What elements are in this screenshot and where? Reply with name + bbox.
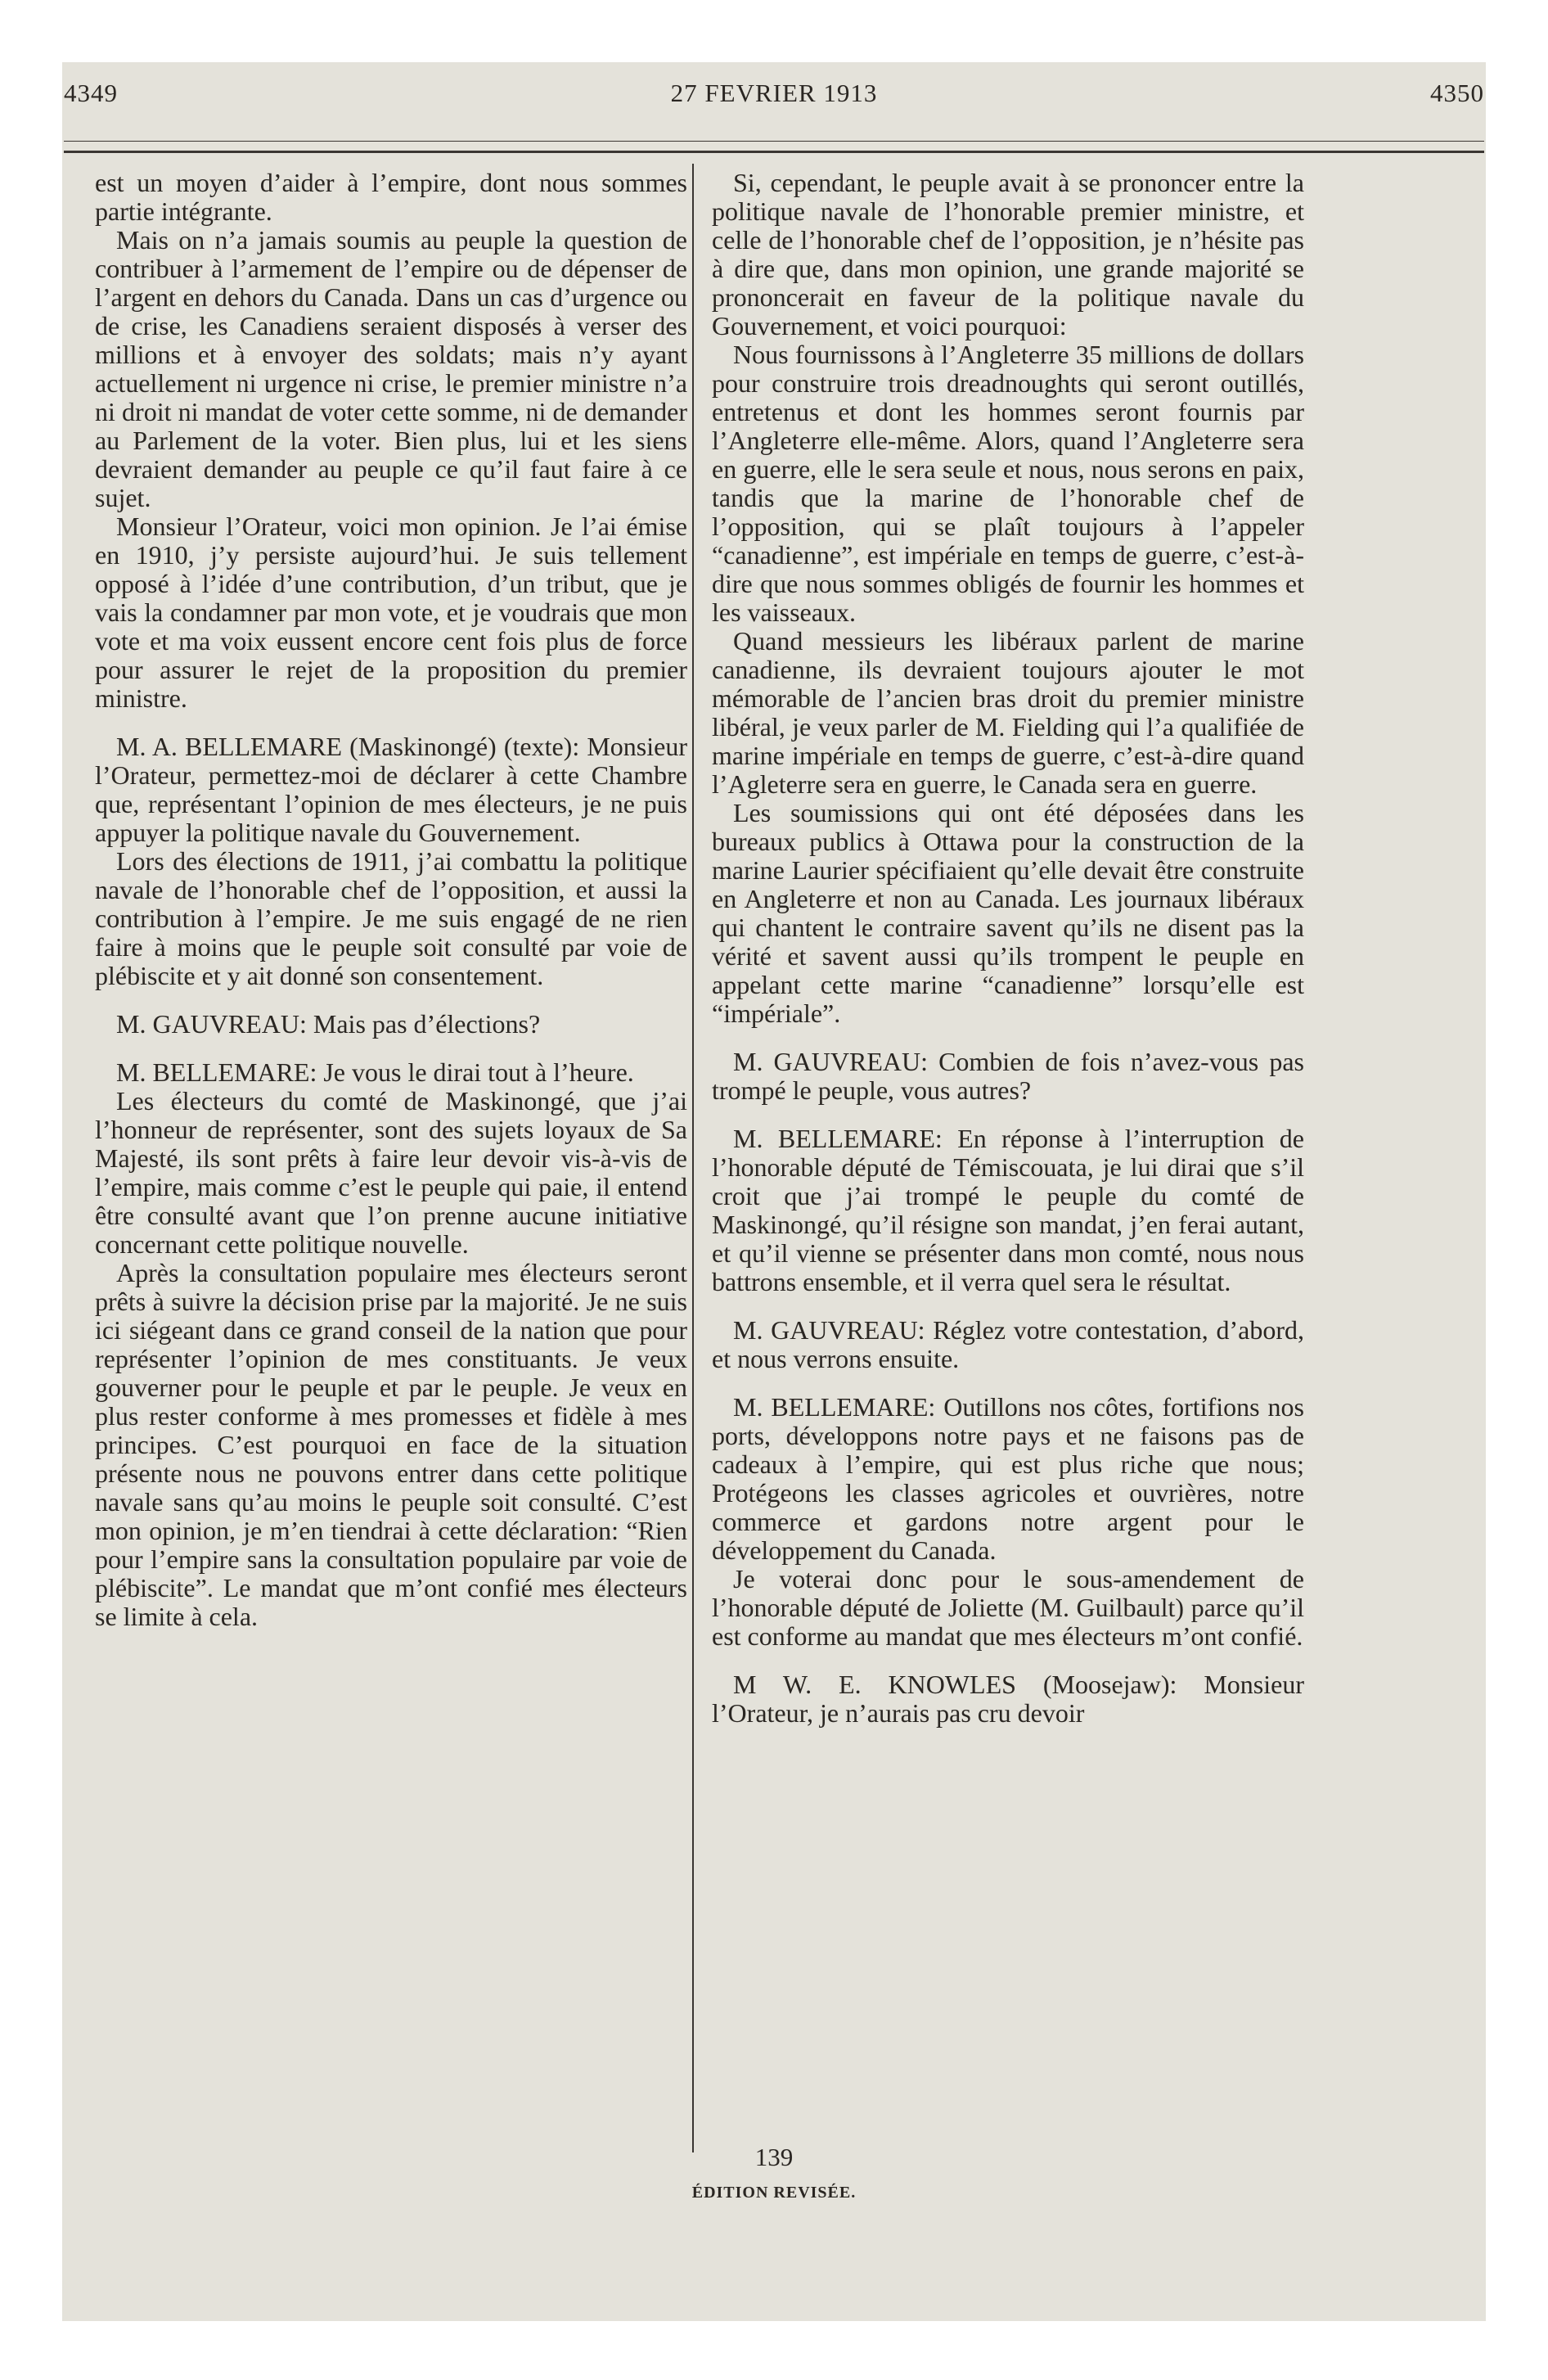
speaker-paragraph: M. GAUVREAU: Combien de fois n’avez-vous pas trompé le peuple, vous autres? — [712, 1047, 1304, 1105]
speaker-paragraph: M. BELLEMARE: Outillons nos côtes, fortifions nos ports, développons notre pays et ne faisons pas de cadeaux à l’empire, qui est plus riche que nous; Protégeons les classes agricoles et ouvrières, notre commerce et gardons notre argent pour le développement du Canada. — [712, 1392, 1304, 1565]
speaker-paragraph: M. GAUVREAU: Mais pas d’élections? — [116, 1009, 541, 1039]
speaker-paragraph: M. GAUVREAU: Réglez votre contestation, d’abord, et nous verrons ensuite. — [712, 1315, 1304, 1373]
paragraph: Si, cependant, le peuple avait à se prononcer entre la politique navale de l’honorable premier ministre, et celle de l’honorable chef de l’opposition, je n’hésite pas à dire que, dans mon opinion, une grande majorité se prononcerait en faveur de la politique navale du Gouvernement, et voici pourquoi: — [712, 168, 1304, 340]
paragraph: Lors des élections de 1911, j’ai combattu la politique navale de l’honorable chef de l’opposition, et aussi la contribution à l’empire. Je me suis engagé de ne rien faire à moins que le peuple soit consulté par voie de plébiscite et y ait donné son consentement. — [95, 846, 687, 990]
paragraph: Quand messieurs les libéraux parlent de marine canadienne, ils devraient toujours ajouter le mot mémorable de l’ancien bras droit du premier ministre libéral, je veux parler de M. Fielding qui l’a qualifiée de marine impériale en temps de guerre, c’est-à-dire quand l’Agleterre sera en guerre, le Canada sera en guerre. — [712, 626, 1304, 799]
paragraph: est un moyen d’aider à l’empire, dont nous sommes partie intégrante. — [95, 168, 687, 226]
paragraph: Les électeurs du comté de Maskinongé, que j’ai l’honneur de représenter, sont des sujets loyaux de Sa Majesté, ils sont prêts à faire leur devoir vis-à-vis de l’empire, mais comme c’est le peuple qui paie, il entend être consulté avant que l’on prenne aucune initiative concernant cette politique nouvelle. — [95, 1086, 687, 1259]
speaker-paragraph: M. BELLEMARE: Je vous le dirai tout à l’heure. — [116, 1057, 634, 1087]
footer-edition: ÉDITION REVISÉE. — [691, 2184, 857, 2202]
paragraph: Monsieur l’Orateur, voici mon opinion. Je l’ai émise en 1910, j’y persiste aujourd’hui. Je suis tellement opposé à l’idée d’une contribution, d’un tribut, que je vais la condamner par mon vote, et je voudrais que mon vote et ma voix eussent encore cent fois plus de force pour assurer le rejet de la proposition du premier ministre. — [95, 512, 687, 713]
paragraph: Je voterai donc pour le sous-amendement de l’honorable député de Joliette (M. Guilbault) parce qu’il est conforme au mandat que mes électeurs m’ont confié. — [712, 1564, 1304, 1651]
speaker-paragraph: M. BELLEMARE: En réponse à l’interruption de l’honorable député de Témiscouata, je lui dirai que s’il croit que j’ai trompé le peuple du comté de Maskinongé, qu’il résigne son mandat, j’en ferai autant, et qu’il vienne se présenter dans mon comté, nous nous battrons ensemble, et il verra quel sera le résultat. — [712, 1124, 1304, 1296]
right-column — [712, 169, 1304, 1728]
page-header — [64, 79, 1484, 119]
header-rule-thick — [64, 151, 1484, 153]
left-column — [95, 169, 687, 1631]
page-number-left: 4349 — [64, 79, 118, 107]
paragraph: Mais on n’a jamais soumis au peuple la question de contribuer à l’armement de l’empire ou de dépenser de l’argent en dehors du Canada. Dans un cas d’urgence ou de crise, les Canadiens seraient disposés à verser des millions et à envoyer des soldats; mais n’y ayant actuellement ni urgence ni crise, le premier ministre n’a ni droit ni mandat de voter cette somme, ni de demander au Parlement de la voter. Bien plus, lui et les siens devraient demander au peuple ce qu’il faut faire à ce sujet. — [95, 225, 687, 512]
footer-page-number: 139 — [754, 2143, 794, 2171]
page-number-right: 4350 — [1430, 79, 1484, 107]
paragraph: Nous fournissons à l’Angleterre 35 millions de dollars pour construire trois dreadnoughts qui seront outillés, entretenus et dont les hommes seront fournis par l’Angleterre elle-même. Alors, quand l’Angleterre sera en guerre, elle le sera seule et nous, nous serons en paix, tandis que la marine de l’honorable chef de l’opposition, qui se plaît toujours à l’appeler “canadienne”, est impériale en temps de guerre, c’est-à-dire que nous sommes obligés de fournir les hommes et les vaisseaux. — [712, 340, 1304, 627]
paragraph: Les soumissions qui ont été déposées dans les bureaux publics à Ottawa pour la construction de la marine Laurier spécifiaient qu’elle devait être construite en Angleterre et non au Canada. Les journaux libéraux qui chantent le contraire savent qu’ils ne disent pas la vérité et savent aussi qu’ils trompent le peuple en appelant cette marine “canadienne” lorsqu’elle est “impériale”. — [712, 798, 1304, 1028]
page-date: 27 FEVRIER 1913 — [670, 79, 878, 107]
paragraph: Après la consultation populaire mes électeurs seront prêts à suivre la décision prise par la majorité. Je ne suis ici siégeant dans ce grand conseil de la nation que pour représenter l’opinion de mes constituants. Je veux gouverner pour le peuple et par le peuple. Je veux en plus rester conforme à mes promesses et fidèle à mes principes. C’est pourquoi en face de la situation présente nous ne pouvons entrer dans cette politique navale sans qu’au moins le peuple soit consulté. C’est mon opinion, je m’en tiendrai à cette déclaration: “Rien pour l’empire sans la consultation populaire par voie de plébiscite”. Le mandat que m’ont confié mes électeurs se limite à cela. — [95, 1258, 687, 1631]
speaker-paragraph: M W. E. KNOWLES (Moosejaw): Monsieur l’Orateur, je n’aurais pas cru devoir — [712, 1670, 1304, 1728]
speaker-paragraph: M. A. BELLEMARE (Maskinongé) (texte): Monsieur l’Orateur, permettez-moi de déclarer à cette Chambre que, représentant l’opinion de mes électeurs, je ne puis appuyer la politique navale du Gouvernement. — [95, 732, 687, 847]
header-rule-thin — [64, 141, 1484, 142]
column-divider — [692, 164, 694, 2152]
